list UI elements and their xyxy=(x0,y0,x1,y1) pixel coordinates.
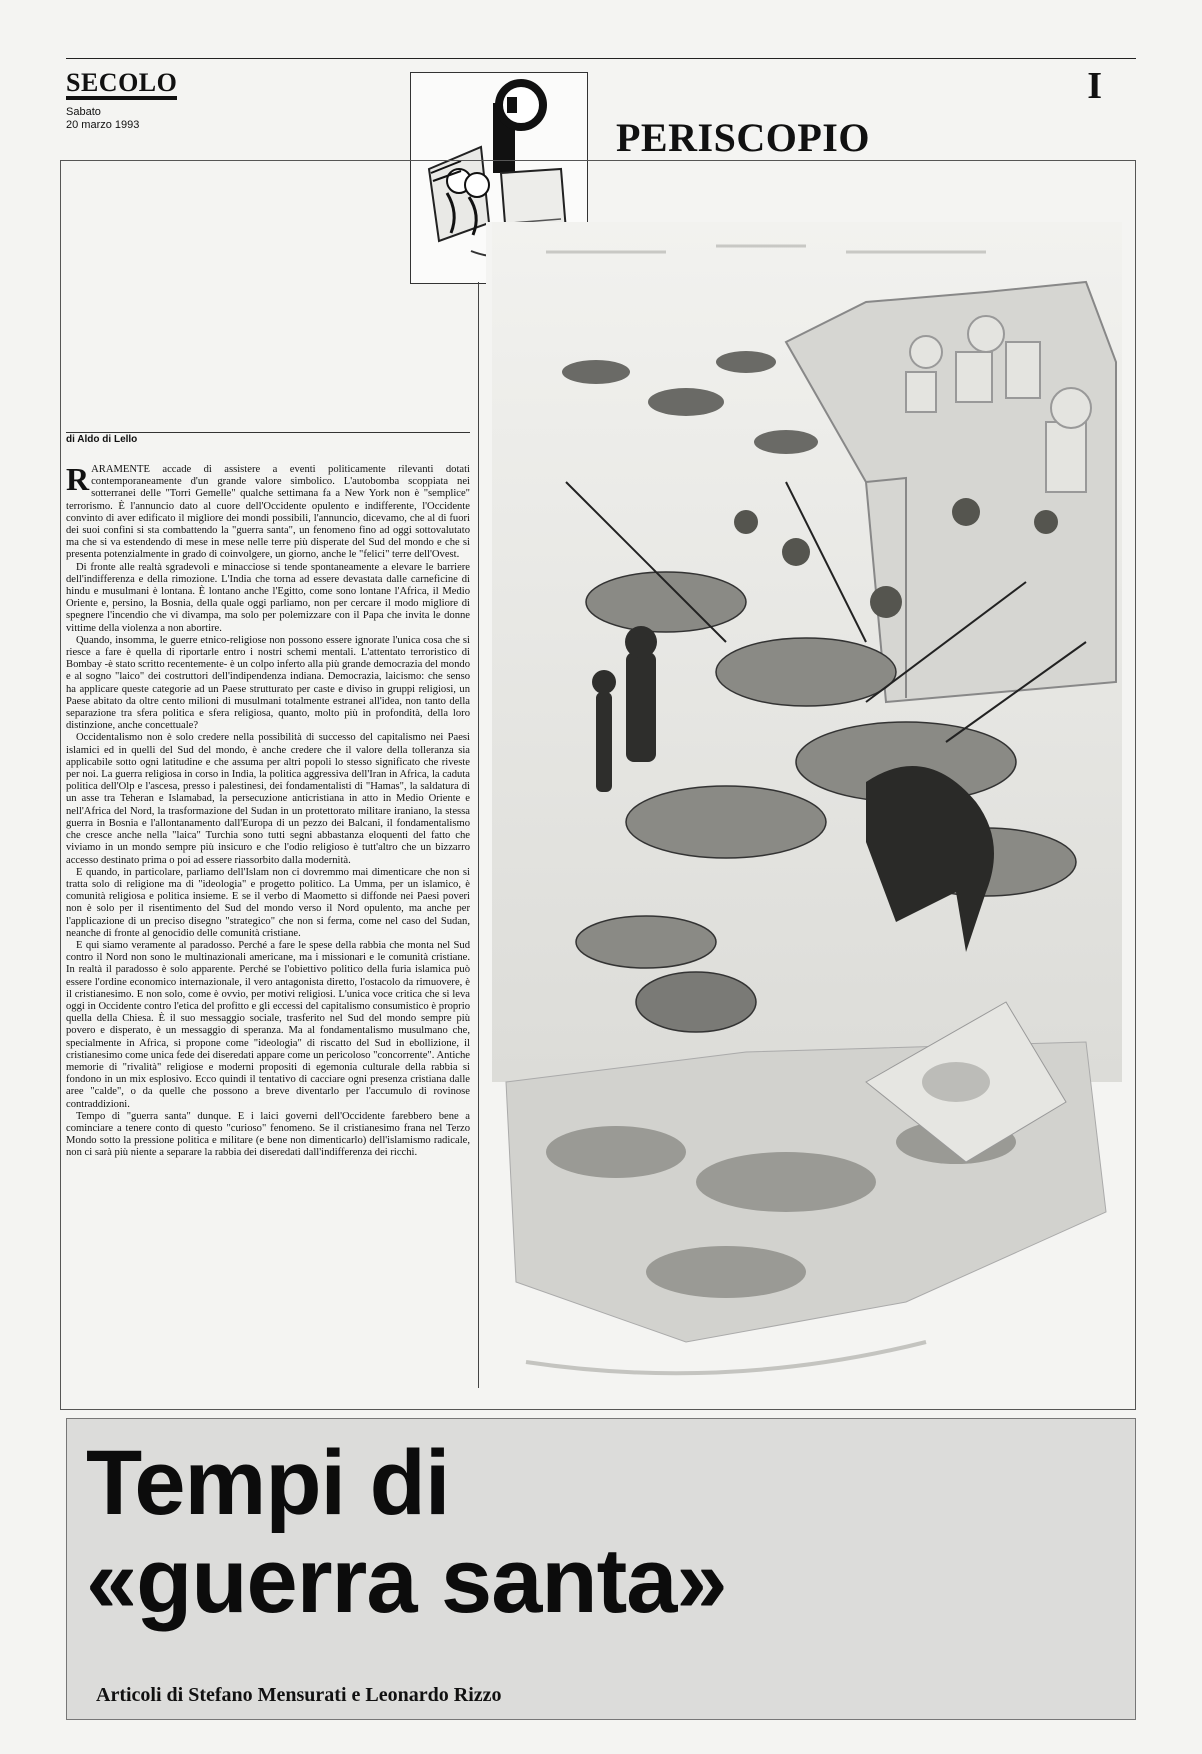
article-paragraph-2: Di fronte alle realtà sgradevoli e minacciose si tende spontaneamente a elevare le barriere dell'indifferenza e della rimozione. L'India che torna ad essere devastata dalle carneficine di hindu e musulmani è lontana. È lontano anche l'Egitto, come sono lontane l'Africa, il Medio Oriente e, persino, la Bosnia, della quale oggi parliamo, non per cercare il modo migliore di spegnere l'incendio che vi divampa, ma solo per polemizzare con il Papa che invita le donne vittime della violenza a non abortire. xyxy=(66,561,470,634)
article-paragraph-5: E quando, in particolare, parliamo dell'Islam non ci dovremmo mai dimenticare che non si tratta solo di religione ma di "ideologia" e progetto politico. La Umma, per un islamico, è comunità religiosa e politica insieme. E se il verbo di Maometto si diffonde nei Paesi poveri non è solo per il risentimento del Sud del mondo verso il Nord opulento, ma anche per l'applicazione di un preciso disegno "strategico" che non si ferma, come nel caso del Sudan, neanche di fronte al genocidio delle comunità cristiane. xyxy=(66,866,470,939)
byline: Articoli di Stefano Mensurati e Leonardo Rizzo xyxy=(96,1684,502,1706)
article-paragraph-4: Occidentalismo non è solo credere nella possibilità di successo del capitalismo nei Paesi islamici ed in quelli del Sud del mondo, è anche credere che il valore della tolleranza sia applicabile sotto ogni latitudine e che assuma per altri popoli lo stesso significato che riveste per noi. La guerra religiosa in corso in India, la politica aggressiva dell'Iran in Africa, la caduta politica dell'Olp e l'ascesa, presso i palestinesi, dei fondamentalisti di "Hamas", la saldatura di un asse tra Teheran e Islamabad, la persecuzione anticristiana in atto in Medio Oriente e nell'Africa del Nord, la trasformazione del Sudan in un protettorato militare iraniano, la stessa guerra in Bosnia e l'allontanamento dall'Europa di un pezzo dei Balcani, il fondamentalismo che cresce anche nella "laica" Turchia sono tutti segni abbastanza eloquenti del fatto che viviamo in un mondo sempre più insicuro e che l'odio religioso è tutt'altro che un bizzarro accesso destinato prima o poi ad essere riassorbito dalla modernità. xyxy=(66,732,470,866)
dropcap: R xyxy=(66,464,90,497)
article-paragraph-1 xyxy=(66,464,470,562)
headline-line-2: «guerra santa» xyxy=(86,1530,727,1632)
article-paragraph-6: E qui siamo veramente al paradosso. Perché a fare le spese della rabbia che monta nel Sud contro il Nord non sono le multinazionali americane, ma i missionari e le comunità cristiane. In realtà il paradosso è solo apparente. Perché se l'obiettivo politico della furia islamica può essere l'ordine economico internazionale, il vero antagonista diretto, l'ostacolo da rimuovere, è il cristianesimo. E non solo, come è ovvio, per motivi religiosi. L'unica voce critica che si leva oggi in Occidente contro l'etica del profitto e gli eccessi del capitalismo consumistico è proprio quella della Chiesa. È il suo messaggio sociale, trasferito nel Sud del mondo sempre più povero e disperato, è un messaggio di speranza. Ma al fondamentalismo musulmano che, specialmente in Africa, si propone come "ideologia" di riscatto del Sud in ebollizione, il cristianesimo come unica fede dei diseredati appare come un pericoloso "concorrente". Antiche memorie di "rivalità" religiose e moderni propositi di egemonia culturale della rabbia si fondono in un mix esplosivo. Ecco quindi il tentativo di cacciare ogni presenza cristiana dalle aree "calde", o da quelle che possono a breve diventarlo per l'accumulo di rovinose contraddizioni. xyxy=(66,939,470,1110)
headline-line-1: Tempi di xyxy=(86,1432,450,1534)
author-rule xyxy=(66,432,470,433)
article-paragraph-7: Tempo di "guerra santa" dunque. E i laici governi dell'Occidente farebbero bene a cominciare a tenere conto di questo "curioso" fenomeno. Se il cristianesimo frana nel Terzo Mondo sotto la pressione politica e militare (e bene non dimenticarlo) dell'islamismo radicale, non ci sarà più niente a separare la rabbia dei diseredati dall'indifferenza dei ricchi. xyxy=(66,1110,470,1159)
section-title: PERISCOPIO xyxy=(616,115,870,160)
page-number: I xyxy=(1087,65,1102,107)
paragraph-text: ARAMENTE accade di assistere a eventi politicamente rilevanti dotati contemporaneamente d'un grande valore simbolico. L'autobomba scoppiata nei sotterranei delle "Torri Gemelle" qualche settimana fa a New York non è "semplice" terrorismo. È l'annuncio dato al cuore dell'Occidente opulento e indifferente, l'Occidente convinto di aver edificato il migliore dei mondi possibili, l'annuncio, dicevamo, che al di fuori dei suoi confini si sta combattendo la "guerra santa", un fenomeno fino ad oggi sottovalutato ma che si va estendendo di mese in mese nelle terre più disperate del Sud del mondo e che si presenta potenzialmente in grado di coinvolgere, un giorno, anche le "felici" terre dell'Ovest. xyxy=(66,464,470,561)
battle-illustration xyxy=(486,222,1122,1408)
article-paragraph-3: Quando, insomma, le guerre etnico-religiose non possono essere ignorate l'unica cosa che si riesce a fare è quella di riportarle entro i nostri schemi mentali. L'attentato terroristico di Bombay -è stato scritto recentemente- è un colpo inferto alla più grande democrazia del mondo e al sogno "laico" dei costruttori dell'indipendenza indiana. Democrazia, laicismo: che senso ha applicare queste categorie ad un Paese strutturato per caste e diviso in gruppi religiosi, un Paese abitato da oltre cento milioni di musulmani totalmente estranei all'idea, non tanto della separazione tra sfera politica e sfera religiosa, quanto, molto più in profondità, della loro distinzione, anche concettuale? xyxy=(66,634,470,732)
article-body xyxy=(66,464,470,1394)
masthead-date: 20 marzo 1993 xyxy=(66,119,140,131)
column-divider xyxy=(478,282,479,1388)
masthead xyxy=(66,70,226,132)
masthead-day: Sabato xyxy=(66,106,101,118)
author-credit: di Aldo di Lello xyxy=(66,434,138,445)
masthead-name: SECOLO xyxy=(66,70,177,100)
battle-scene-image xyxy=(486,222,1122,1408)
top-rule xyxy=(66,58,1136,59)
headline xyxy=(86,1434,1086,1630)
